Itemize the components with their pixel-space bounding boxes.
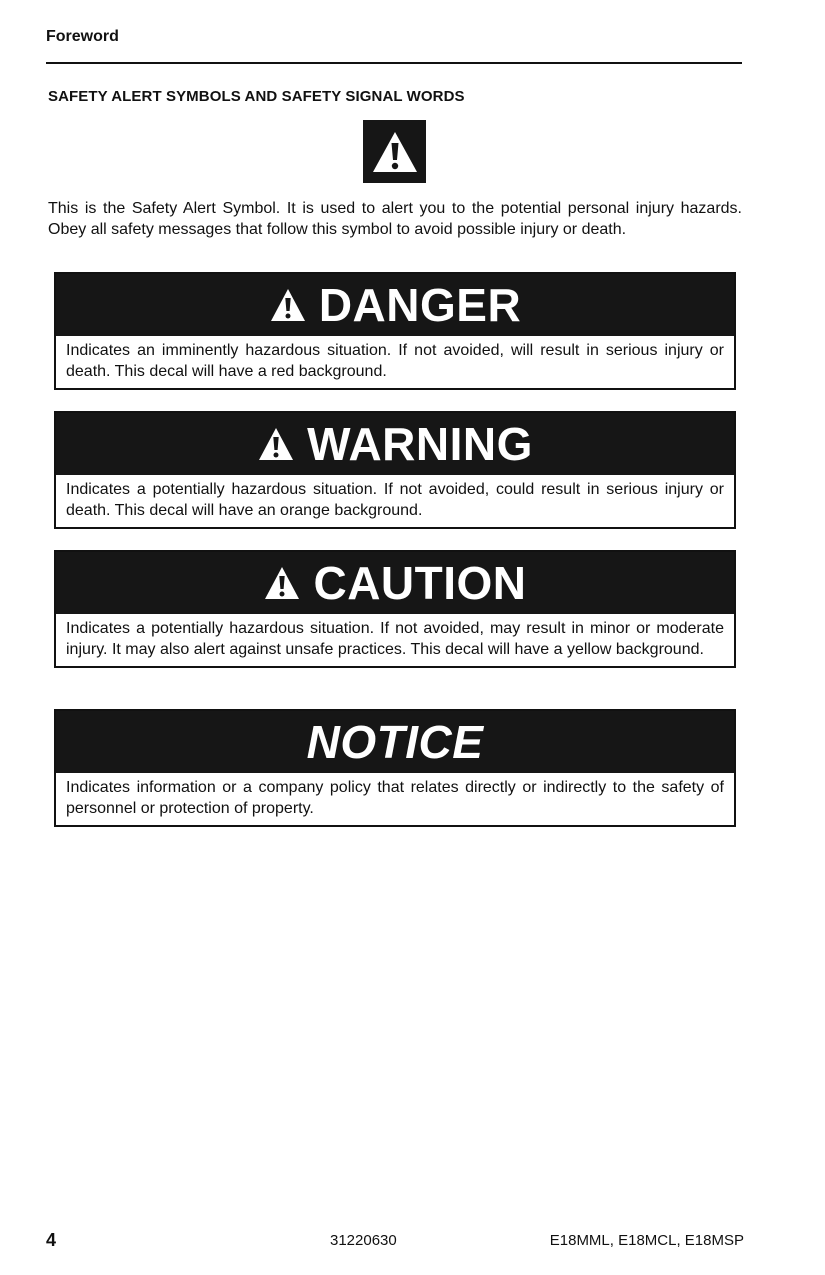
page-number: 4 — [46, 1230, 57, 1250]
warning-word: WARNING — [307, 418, 533, 470]
header-rule — [46, 62, 742, 64]
model-list: E18MML, E18MCL, E18MSP — [549, 1232, 744, 1249]
section-title: SAFETY ALERT SYMBOLS AND SAFETY SIGNAL WORDS — [48, 88, 465, 105]
caution-sign-header — [56, 552, 734, 614]
warning-triangle-icon — [370, 129, 420, 175]
danger-sign-header — [56, 274, 734, 336]
intro-paragraph: This is the Safety Alert Symbol. It is used to alert you to the potential personal injury hazards. Obey all safety messages that follow this symbol to avoid possible injury or death. — [48, 200, 742, 238]
section-header: Foreword — [46, 28, 119, 45]
caution-sign — [54, 550, 736, 668]
notice-word: NOTICE — [306, 716, 484, 768]
document-number: 31220630 — [330, 1232, 397, 1249]
warning-sign — [54, 411, 736, 529]
warning-triangle-icon — [257, 426, 295, 462]
danger-sign — [54, 272, 736, 390]
notice-description: Indicates information or a company policy that relates directly or indirectly to the safety of personnel or protection of property. — [66, 779, 724, 817]
warning-triangle-icon — [263, 565, 301, 601]
safety-alert-symbol — [363, 120, 426, 183]
notice-sign-header — [56, 711, 734, 773]
danger-description: Indicates an imminently hazardous situation. If not avoided, will result in serious injury or death. This decal will have a red background. — [66, 342, 724, 380]
warning-description: Indicates a potentially hazardous situation. If not avoided, could result in serious injury or death. This decal will have an orange background. — [66, 481, 724, 519]
warning-sign-header — [56, 413, 734, 475]
danger-word: DANGER — [318, 279, 522, 331]
caution-word: CAUTION — [313, 557, 527, 609]
notice-sign — [54, 709, 736, 827]
caution-description: Indicates a potentially hazardous situation. If not avoided, may result in minor or moderate injury. It may also alert against unsafe practices. This decal will have a yellow background. — [66, 620, 724, 658]
warning-triangle-icon — [269, 287, 307, 323]
